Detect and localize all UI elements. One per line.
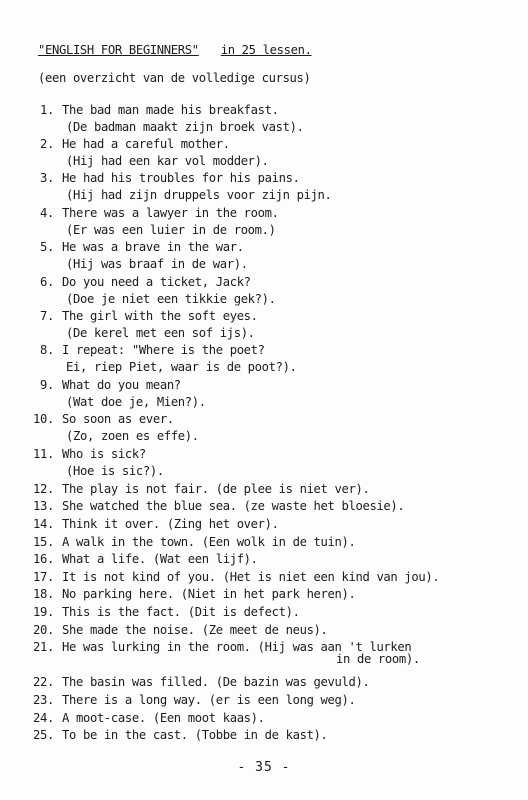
dutch-pun-continuation: in de room).: [336, 652, 420, 667]
item-number: 3.: [40, 171, 54, 186]
item-number: 22.: [33, 675, 54, 690]
english-sentence: He had his troubles for his pains.: [62, 171, 300, 186]
dutch-pun: (De kerel met een sof ijs).: [66, 326, 255, 340]
english-sentence: She made the noise. (Ze meet de neus).: [62, 622, 328, 637]
dutch-pun: (Hij had een kar vol modder).: [66, 154, 269, 168]
english-sentence: A walk in the town. (Een wolk in de tuin).: [62, 534, 356, 549]
title-main: "ENGLISH FOR BEGINNERS": [38, 43, 199, 57]
dutch-pun: (Hoe is sic?).: [66, 463, 164, 478]
english-sentence: Who is sick?: [62, 446, 146, 461]
item-number: 25.: [33, 728, 54, 743]
english-sentence: It is not kind of you. (Het is niet een kind van jou).: [62, 569, 440, 584]
english-sentence: Think it over. (Zing het over).: [62, 517, 279, 531]
subtitle: (een overzicht van de volledige cursus): [38, 71, 311, 85]
english-sentence: What a life. (Wat een lijf).: [62, 552, 258, 567]
item-number: 6.: [40, 274, 54, 289]
english-sentence: I repeat: "Where is the poet?: [62, 343, 265, 358]
dutch-pun: (Zo, zoen es effe).: [66, 429, 199, 444]
item-number: 24.: [33, 710, 54, 725]
item-number: 18.: [33, 587, 54, 602]
item-number: 1.: [40, 102, 54, 117]
item-number: 14.: [33, 517, 54, 531]
item-number: 5.: [40, 240, 54, 255]
item-number: 9.: [40, 377, 54, 392]
english-sentence: Do you need a ticket, Jack?: [62, 274, 251, 289]
item-number: 12.: [33, 481, 54, 496]
dutch-pun: (Wat doe je, Mien?).: [66, 394, 206, 409]
dutch-pun: (Hij was braaf in de war).: [66, 257, 248, 272]
dutch-pun: (De badman maakt zijn broek vast).: [66, 119, 304, 134]
item-number: 15.: [33, 534, 54, 549]
english-sentence: He was lurking in the room. (Hij was aan 't lurken: [62, 640, 412, 655]
item-number: 19.: [33, 605, 54, 619]
english-sentence: A moot-case. (Een moot kaas).: [62, 710, 265, 725]
dutch-pun: (Er was een luier in de room.): [66, 222, 276, 237]
english-sentence: No parking here. (Niet in het park heren).: [62, 587, 356, 602]
page-title: [38, 42, 312, 58]
item-number: 10.: [33, 412, 54, 427]
english-sentence: There was a lawyer in the room.: [62, 205, 279, 220]
item-number: 13.: [33, 499, 54, 514]
english-sentence: This is the fact. (Dit is defect).: [62, 605, 300, 619]
english-sentence: The play is not fair. (de plee is niet ver).: [62, 481, 370, 496]
title-sub: in 25 lessen.: [220, 43, 312, 57]
english-sentence: To be in the cast. (Tobbe in de kast).: [62, 728, 328, 743]
item-number: 11.: [33, 446, 54, 461]
item-number: 21.: [33, 640, 54, 655]
english-sentence: He had a careful mother.: [62, 137, 230, 151]
english-sentence: There is a long way. (er is een long weg).: [62, 693, 356, 707]
dutch-pun: (Doe je niet een tikkie gek?).: [66, 291, 276, 306]
english-sentence: The girl with the soft eyes.: [62, 309, 258, 323]
english-sentence: He was a brave in the war.: [62, 240, 244, 255]
english-sentence: What do you mean?: [62, 377, 181, 392]
english-sentence: The bad man made his breakfast.: [62, 102, 279, 117]
english-sentence: So soon as ever.: [62, 412, 174, 427]
dutch-pun: Ei, riep Piet, waar is de poot?).: [66, 360, 297, 375]
item-number: 20.: [33, 622, 54, 637]
english-sentence: The basin was filled. (De bazin was gevuld).: [62, 675, 370, 690]
item-number: 16.: [33, 552, 54, 567]
item-number: 7.: [40, 309, 54, 323]
english-sentence: She watched the blue sea. (ze waste het bloesie).: [62, 499, 405, 514]
item-number: 23.: [33, 693, 54, 707]
item-number: 4.: [40, 205, 54, 220]
dutch-pun: (Hij had zijn druppels voor zijn pijn.: [66, 188, 332, 203]
item-number: 17.: [33, 569, 54, 584]
item-number: 2.: [40, 137, 54, 151]
item-number: 8.: [40, 343, 54, 358]
page-number: - 35 -: [237, 760, 291, 775]
